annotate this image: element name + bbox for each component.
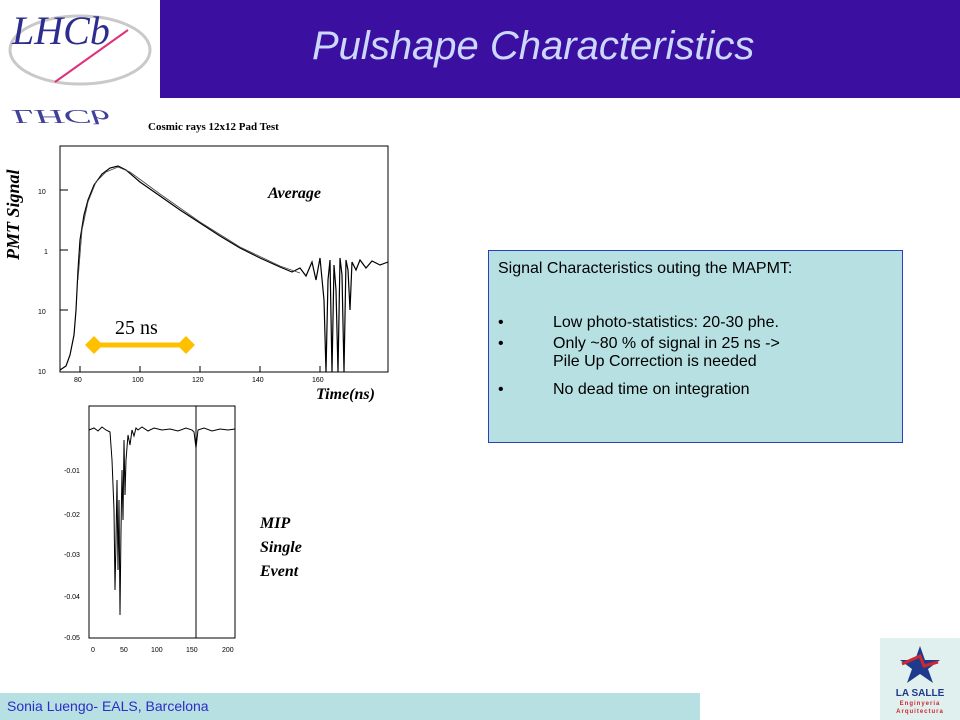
info-item-line: Low photo-statistics: 20-30 phe.	[553, 314, 779, 331]
footer-bar	[0, 693, 700, 720]
lasalle-line1: Enginyeria	[899, 701, 941, 707]
info-item-line: Only ~80 % of signal in 25 ns ->	[553, 335, 780, 352]
page-title: Pulshape Characteristics	[312, 24, 755, 68]
logo-top-text: LHCb	[12, 8, 110, 53]
plot2-xtick: 50	[120, 647, 128, 654]
plot2-xtick: 0	[91, 647, 95, 654]
plot2-label	[260, 512, 302, 584]
plot2-ytick: -0.04	[64, 594, 80, 601]
plot2-ytick: -0.01	[64, 468, 80, 475]
plot1-x-axis-label: Time(ns)	[316, 386, 375, 403]
star-icon	[880, 638, 960, 688]
plot2-label-line: Event	[260, 563, 299, 580]
info-item-line: No dead time on integration	[553, 381, 750, 398]
plot1-ytick: 10	[38, 189, 46, 196]
plot2-xtick: 100	[151, 647, 163, 654]
info-item	[553, 381, 750, 399]
lasalle-logo	[880, 638, 960, 720]
plot1-xtick: 80	[74, 377, 82, 384]
plot1-xtick: 160	[312, 377, 324, 384]
plot1-ytick: 10	[38, 309, 46, 316]
plot2-chart	[58, 400, 258, 658]
bullet-icon: •	[498, 335, 504, 352]
logo-bottom-text: LHCb	[12, 105, 110, 128]
plot2-label-line: MIP	[260, 515, 291, 532]
info-item	[553, 314, 779, 332]
lasalle-line2: Arquitectura	[896, 709, 944, 715]
bullet-icon: •	[498, 314, 504, 331]
plot2-label-line: Single	[260, 539, 302, 556]
plot2-ytick: -0.05	[64, 635, 80, 642]
plot2-ytick: -0.02	[64, 512, 80, 519]
lhcb-logo	[0, 0, 160, 128]
plot2-ytick: -0.03	[64, 552, 80, 559]
plot1-xtick: 120	[192, 377, 204, 384]
plot1-xtick: 100	[132, 377, 144, 384]
info-item	[553, 335, 780, 371]
lasalle-name: LA SALLE	[895, 688, 945, 699]
bullet-icon: •	[498, 381, 504, 398]
interval-label: 25 ns	[115, 317, 158, 339]
lhcb-logo-graphic	[0, 0, 160, 128]
info-item-line: Pile Up Correction is needed	[553, 353, 757, 370]
signal-characteristics-box	[488, 250, 903, 443]
plot1-title: Cosmic rays 12x12 Pad Test	[148, 121, 279, 133]
plot2-xtick: 200	[222, 647, 234, 654]
info-heading: Signal Characteristics outing the MAPMT:	[498, 260, 793, 277]
plot1-xtick: 140	[252, 377, 264, 384]
footer-text: Sonia Luengo- EALS, Barcelona	[7, 698, 209, 714]
plot1-y-axis-label: PMT Signal	[3, 169, 23, 260]
plot2-xtick: 150	[186, 647, 198, 654]
plot1-ytick: 1	[44, 249, 48, 256]
plot1-ytick: 10	[38, 369, 46, 376]
plot1-curve-label: Average	[268, 185, 322, 202]
